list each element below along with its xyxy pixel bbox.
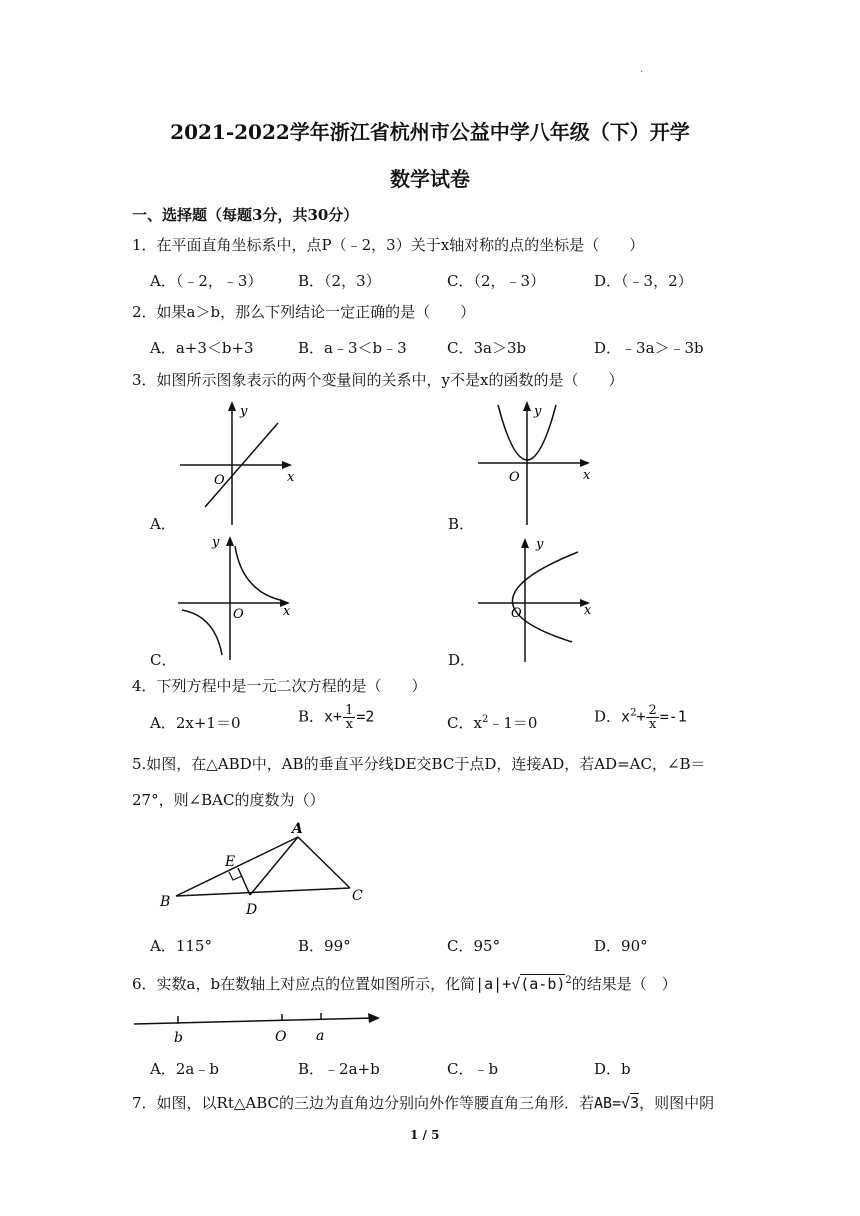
- q1-option-a: A．（﹣2，﹣3）: [150, 272, 263, 290]
- graph-b-x-arrow: [580, 459, 590, 467]
- q6-expr-sup: 2: [565, 975, 572, 986]
- q4-option-a: A．2x+1＝0: [150, 714, 241, 732]
- q4-option-b-post: =2: [356, 707, 375, 726]
- number-line-axis: [134, 1018, 374, 1024]
- number-line-arrow: [368, 1013, 380, 1023]
- segment-de: [238, 868, 250, 895]
- q4-option-d-post: =-1: [659, 707, 687, 726]
- q4-option-b-fraction: [343, 704, 355, 731]
- exam-title-line1: 2021-2022学年浙江省杭州市公益中学八年级（下）开学: [170, 120, 690, 144]
- q4-option-c-pre: C．x: [447, 714, 482, 732]
- question-6-stem: [132, 971, 677, 994]
- graph-d-curve: [512, 552, 578, 642]
- graph-a-x-arrow: [282, 461, 292, 469]
- q7-equation: AB=√: [594, 1094, 631, 1112]
- q4-option-d-den: x: [648, 717, 657, 732]
- graph-c-origin: O: [233, 607, 244, 622]
- segment-ba: [176, 837, 298, 896]
- q3-label-c: C．: [150, 651, 177, 669]
- graph-b-origin: O: [509, 470, 520, 485]
- graph-a-y-arrow: [228, 401, 236, 411]
- q4-option-d-num: 2: [648, 703, 657, 718]
- q1-option-d: D．（﹣3，2）: [594, 272, 693, 290]
- segment-ad: [250, 837, 298, 895]
- graph-a-x-label: x: [287, 470, 295, 485]
- q6-option-d: D．b: [594, 1060, 631, 1078]
- graph-b-y-arrow: [523, 401, 531, 411]
- label-a: A: [292, 821, 303, 837]
- q7-stem-post: ，则图中阴: [639, 1094, 715, 1112]
- graph-b-y-label: y: [534, 404, 542, 419]
- q4-option-d-letter: D．: [594, 707, 622, 726]
- segment-ac: [298, 837, 350, 888]
- q4-option-b-letter: B．: [298, 707, 325, 726]
- graph-c-y-label: y: [212, 535, 220, 550]
- page-number: 1 / 5: [410, 1128, 440, 1142]
- graph-a: [170, 395, 310, 530]
- q4-option-d-plus: +: [636, 707, 646, 726]
- q2-option-d: D．﹣3a＞﹣3b: [594, 339, 704, 357]
- q6-option-a: A．2a﹣b: [150, 1060, 219, 1078]
- q2-option-b: B．a﹣3＜b﹣3: [298, 339, 407, 357]
- q4-option-c-sup: 2: [481, 714, 489, 725]
- q4-option-b-num: 1: [345, 703, 354, 718]
- q2-option-c: C．3a＞3b: [447, 339, 527, 357]
- q6-number-line: [130, 1006, 390, 1046]
- q6-stem-post: 的结果是（ ）: [571, 975, 677, 993]
- graph-d-x-label: x: [584, 603, 592, 618]
- graph-d-y-label: y: [536, 537, 544, 552]
- graph-a-y-label: y: [240, 404, 248, 419]
- q2-option-a: A．a+3＜b+3: [150, 339, 254, 357]
- q5-option-d: D．90°: [594, 937, 648, 955]
- graph-c-y-arrow: [226, 536, 234, 546]
- q6-option-c: C．﹣b: [447, 1060, 499, 1078]
- q5-triangle-figure: [158, 818, 388, 918]
- question-1-stem: 1．在平面直角坐标系中，点P（﹣2，3）关于x轴对称的点的坐标是（ ）: [132, 236, 645, 254]
- q4-option-d-fraction: [646, 704, 658, 731]
- q3-label-b: B．: [448, 515, 475, 533]
- q5-option-c: C．95°: [447, 937, 501, 955]
- segment-bc: [176, 888, 350, 896]
- q1-option-c: C．（2，﹣3）: [447, 272, 546, 290]
- exam-title-line2: 数学试卷: [390, 167, 470, 191]
- question-5-line-1: 5.如图，在△ABD中，AB的垂直平分线DE交BC于点D，连接AD，若AD=AC，∠B＝: [132, 755, 706, 773]
- graph-c-branch-2: [182, 610, 222, 655]
- graph-b: [470, 395, 610, 530]
- header-dot: .: [640, 64, 644, 75]
- q7-radicand: 3: [630, 1094, 640, 1112]
- graph-d-origin: O: [511, 606, 522, 621]
- graph-d-y-arrow: [521, 538, 529, 548]
- question-5-line-2: 27°，则∠BAC的度数为（）: [132, 791, 325, 809]
- graph-a-origin: O: [214, 473, 225, 488]
- q4-option-b: [298, 704, 374, 731]
- graph-d: [470, 532, 610, 667]
- q3-label-d: D．: [448, 651, 476, 669]
- label-e: E: [225, 854, 236, 870]
- question-4-stem: 4．下列方程中是一元二次方程的是（ ）: [132, 677, 427, 695]
- section-heading: 一、选择题（每题3分，共30分）: [132, 206, 359, 224]
- q6-expr-radicand: (a-b): [520, 975, 566, 993]
- q6-stem-pre: 6．实数a，b在数轴上对应点的位置如图所示，化简: [132, 975, 476, 993]
- graph-c-branch-1: [235, 546, 280, 600]
- q4-option-b-den: x: [345, 717, 353, 732]
- label-b: b: [174, 1030, 183, 1046]
- q4-option-d-sup: 2: [630, 707, 637, 719]
- q4-option-c: [447, 712, 537, 733]
- question-2-stem: 2．如果a＞b，那么下列结论一定正确的是（ ）: [132, 303, 476, 321]
- graph-c: [170, 530, 310, 665]
- label-b: B: [160, 894, 171, 910]
- question-3-stem: 3．如图所示图象表示的两个变量间的关系中，y不是x的函数的是（ ）: [132, 371, 624, 389]
- label-c: C: [352, 888, 363, 904]
- q5-option-b: B．99°: [298, 937, 351, 955]
- label-a: a: [316, 1028, 325, 1044]
- q4-option-d-pre: x: [621, 707, 631, 726]
- q6-option-b: B．﹣2a+b: [298, 1060, 380, 1078]
- q4-option-c-post: ﹣1＝0: [488, 714, 538, 732]
- q4-option-b-pre: x+: [324, 707, 343, 726]
- q3-label-a: A．: [150, 515, 176, 533]
- graph-b-x-label: x: [583, 468, 591, 483]
- q1-option-b: B．（2，3）: [298, 272, 381, 290]
- graph-c-x-label: x: [283, 604, 291, 619]
- q6-expr-abs: |a|+√: [475, 975, 521, 993]
- q4-option-d: [594, 704, 687, 731]
- q5-option-a: A．115°: [150, 937, 212, 955]
- question-7-stem: [132, 1093, 714, 1113]
- label-d: D: [246, 902, 258, 918]
- label-o: O: [275, 1029, 287, 1045]
- q7-stem-pre: 7．如图，以Rt△ABC的三边为直角边分别向外作等腰直角三角形．若: [132, 1094, 595, 1112]
